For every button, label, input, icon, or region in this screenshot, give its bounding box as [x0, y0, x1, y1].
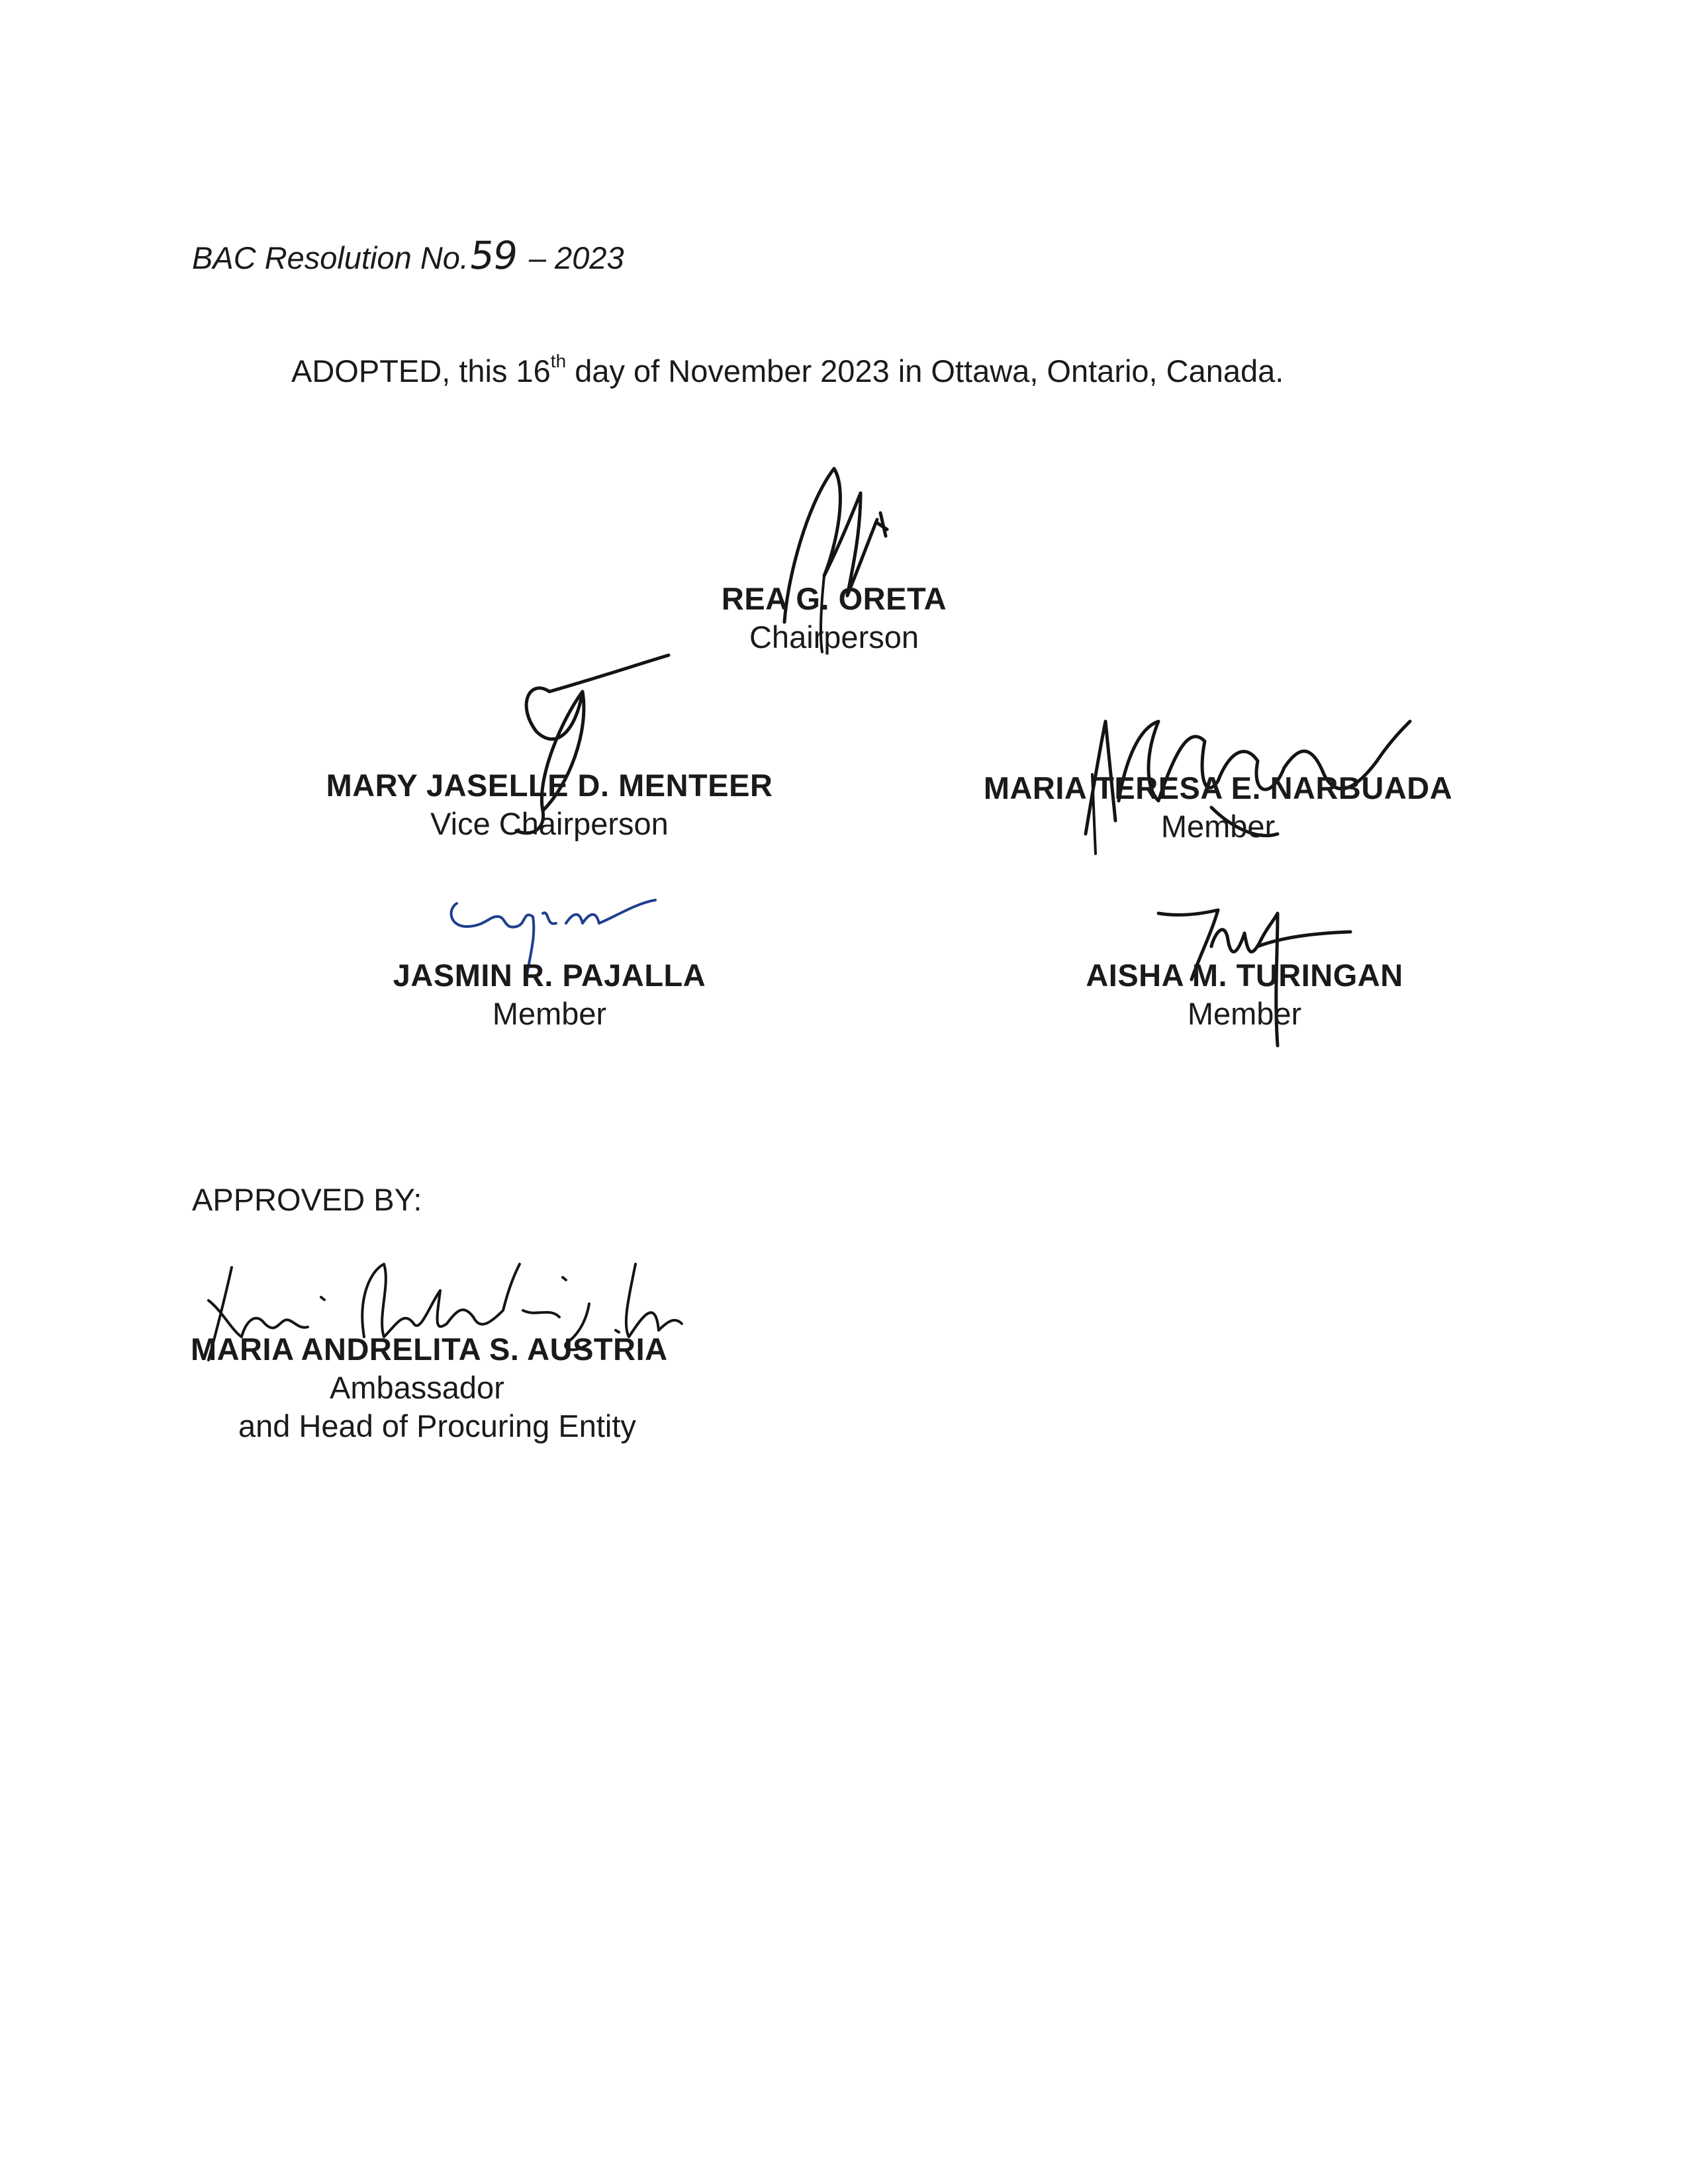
- turingan-name: AISHA M. TURINGAN: [1086, 958, 1403, 993]
- approver-title-line1: Ambassador: [330, 1370, 504, 1405]
- chair-block: [669, 580, 1000, 657]
- narbuada-block: [953, 769, 1483, 846]
- narbuada-name: MARIA TERESA E. NARBUADA: [983, 770, 1453, 805]
- vice-chair-block: [285, 766, 814, 843]
- adoption-text-after: day of November 2023 in Ottawa, Ontario, Canada.: [566, 353, 1284, 388]
- resolution-prefix: BAC Resolution No.: [192, 240, 469, 275]
- pajalla-title: Member: [492, 996, 607, 1031]
- pajalla-block: [285, 956, 814, 1033]
- resolution-year: – 2023: [520, 240, 624, 275]
- adoption-text-before: ADOPTED, this 16: [291, 353, 551, 388]
- approver-title-line2: and Head of Procuring Entity: [238, 1408, 636, 1443]
- resolution-number-handwritten: 59: [467, 233, 520, 278]
- turingan-title: Member: [1187, 996, 1302, 1031]
- pajalla-name: JASMIN R. PAJALLA: [393, 958, 706, 993]
- approver-name: MARIA ANDRELITA S. AUSTRIA: [191, 1332, 668, 1367]
- vice-chair-name: MARY JASELLE D. MENTEER: [326, 768, 773, 803]
- approver-block: [191, 1330, 668, 1445]
- adoption-ordinal-suffix: th: [550, 351, 567, 371]
- approved-by-label: APPROVED BY:: [192, 1182, 422, 1217]
- adoption-statement: [291, 353, 1284, 389]
- turingan-block: [980, 956, 1509, 1033]
- resolution-reference: [192, 233, 624, 278]
- narbuada-title: Member: [1160, 809, 1276, 844]
- vice-chair-title: Vice Chairperson: [430, 806, 669, 841]
- chair-title: Chairperson: [749, 619, 919, 655]
- chair-name: REA G. ORETA: [721, 581, 947, 616]
